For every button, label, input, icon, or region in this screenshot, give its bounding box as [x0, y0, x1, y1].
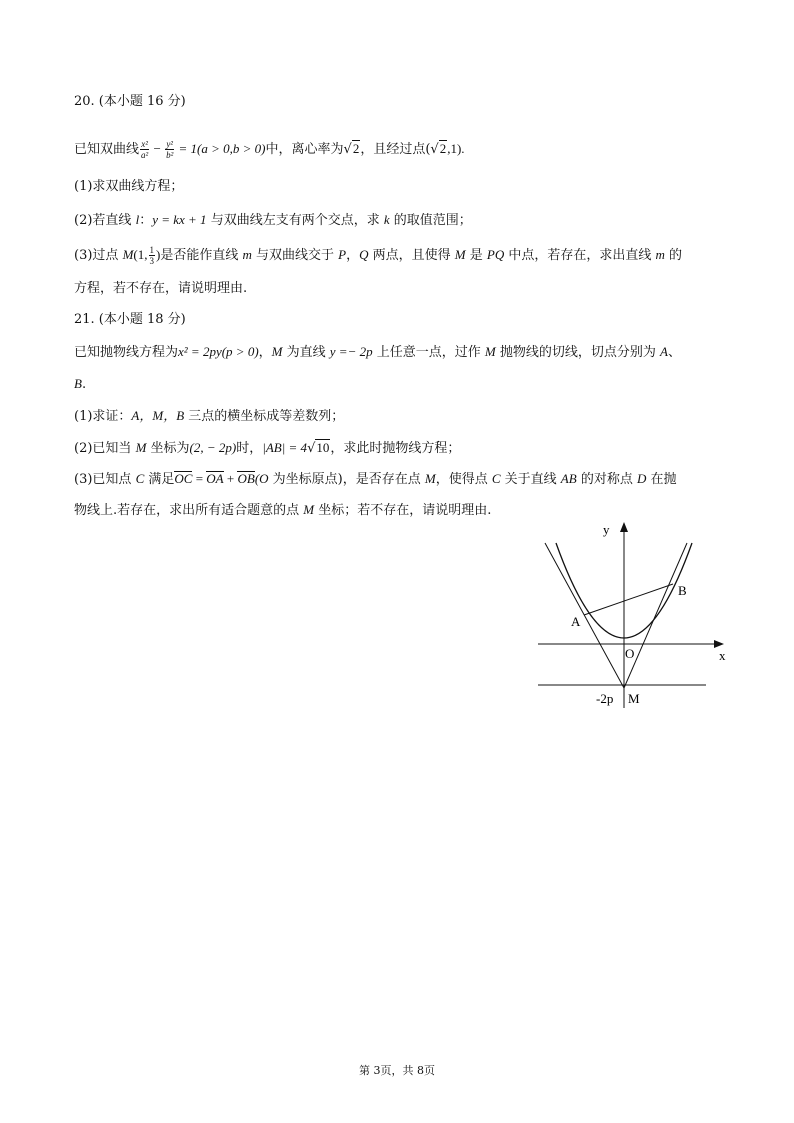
parabola-diagram — [530, 518, 740, 710]
q20-part3-cont: 方程，若不存在，请说明理由. — [74, 281, 248, 296]
tangent-line-b — [624, 543, 687, 688]
q20-statement: 已知双曲线 $\frac{\text{x²}}{\text{a²}}$ − $\frac{\text{y²}}{\text{b²}}$ = 1(a > 0,b > 0)中，离心率为√2，且经过点(√2,1). — [74, 139, 465, 160]
page-footer: 第 3页，共 8页 — [359, 1064, 435, 1077]
q21-part3: (3)已知点 C 满足OC = OA + OB(O 为坐标原点)，是否存在点 M，使得点 C 关于直线 AB 的对称点 D 在抛 — [74, 471, 677, 487]
vector-oc: OC — [174, 471, 193, 486]
label-a: A — [571, 614, 581, 629]
q20-part2: (2)若直线 l：y = kx + 1 与双曲线左支有两个交点，求 k 的取值范围； — [74, 212, 472, 228]
x-axis-arrow — [714, 640, 724, 648]
vector-ob: OB — [237, 471, 255, 486]
y-axis-arrow — [620, 522, 628, 532]
q21-header: 21. (本小题 18 分) — [74, 312, 186, 327]
chord-ab — [584, 584, 673, 615]
q20-part1: (1)求双曲线方程； — [74, 179, 184, 194]
q21-part1: (1)求证：A，M，B 三点的横坐标成等差数列； — [74, 408, 345, 424]
q21-part3-cont: 物线上.若存在，求出所有适合题意的点 M 坐标；若不存在，请说明理由. — [74, 502, 492, 518]
label-o: O — [625, 646, 635, 661]
label-m: M — [628, 691, 640, 706]
label-x: x — [719, 648, 726, 663]
vector-oa: OA — [206, 471, 224, 486]
q20-part3: (3)过点 M(1, $\frac{1}{3}$ )是否能作直线 m 与双曲线交于 P，Q 两点，且使得 M 是 PQ 中点，若存在，求出直线 m 的 — [74, 245, 683, 266]
q21-statement-cont: B. — [74, 376, 87, 392]
label-b: B — [678, 583, 687, 598]
label-neg2p: -2p — [596, 691, 614, 706]
q20-header: 20. (本小题 16 分) — [74, 94, 186, 109]
label-y: y — [603, 522, 610, 537]
sqrt-2: √2 — [343, 141, 360, 157]
sqrt-10: √10 — [307, 440, 330, 456]
parabola-figure — [530, 518, 740, 710]
q21-part2: (2)已知当 M 坐标为(2, − 2p)时，|AB| = 4√10，求此时抛物线方程； — [74, 438, 460, 459]
tangent-line-a — [545, 543, 624, 688]
q21-statement: 已知抛物线方程为x² = 2py(p > 0)，M 为直线 y =− 2p 上任意一点，过作 M 抛物线的切线，切点分别为 A、 — [74, 344, 681, 360]
